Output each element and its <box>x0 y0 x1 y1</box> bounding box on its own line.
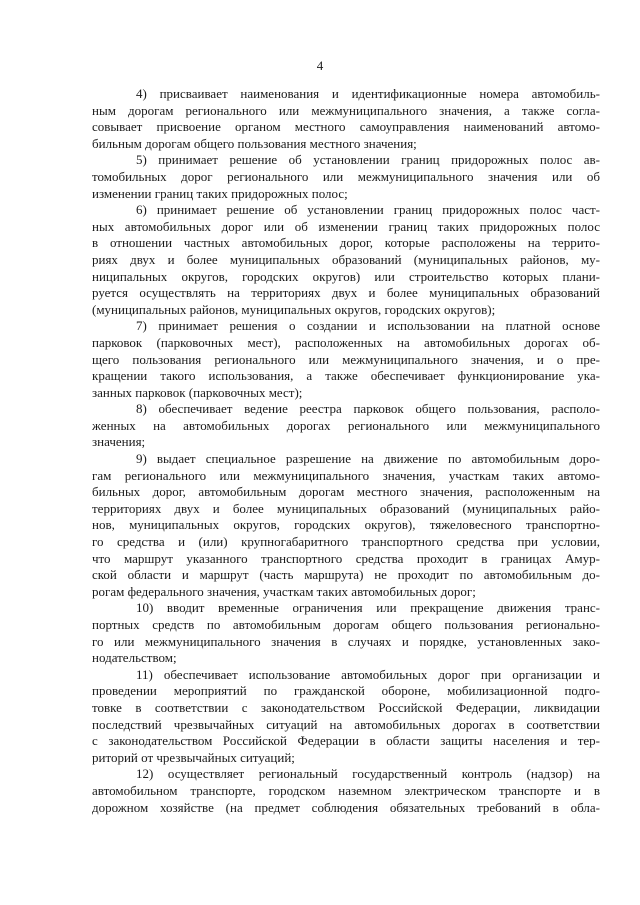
paragraph-line: ниципальных округов, городских округов) или строительство которых плани- <box>92 268 600 284</box>
paragraph-item-5 <box>92 152 600 202</box>
paragraph-line: нов, муниципальных округов, городских округов), тяжеловесного транспортно- <box>92 517 600 533</box>
paragraph-line: ных автомобильных дорог или об изменении границ таких придорожных полос <box>92 218 600 234</box>
paragraph-line: территориях двух и более муниципальных образований (муниципальных райо- <box>92 500 600 516</box>
paragraph-line: риях двух и более муниципальных образований (муниципальных районов, му- <box>92 251 600 267</box>
paragraph-line: последствий чрезвычайных ситуаций на автомобильных дорогах в соответствии <box>92 716 600 732</box>
paragraph-line: товке в соответствии с законодательством Российской Федерации, ликвидации <box>92 699 600 715</box>
paragraph-line: автомобильном транспорте, городском наземном электрическом транспорте и в <box>92 782 600 798</box>
paragraph-line: руется осуществлять на территориях двух и более муниципальных образований <box>92 285 600 301</box>
paragraph-item-9 <box>92 451 600 600</box>
paragraph-line: 12) осуществляет региональный государственный контроль (надзор) на <box>136 766 600 782</box>
paragraph-item-8 <box>92 401 600 451</box>
paragraph-item-11 <box>92 667 600 767</box>
paragraph-line: ным дорогам регионального или межмуниципального значения, а также согла- <box>92 102 600 118</box>
paragraph-item-6 <box>92 202 600 318</box>
paragraph-line: 8) обеспечивает ведение реестра парковок общего пользования, располо- <box>136 401 600 417</box>
paragraph-line: 4) присваивает наименования и идентификационные номера автомобиль- <box>136 86 600 101</box>
paragraph-item-7 <box>92 318 600 401</box>
paragraph-line: томобильных дорог регионального или межмуниципального значения или об <box>92 168 600 184</box>
paragraph-line: значения; <box>92 434 146 450</box>
paragraph-line: парковок (парковочных мест), расположенных на автомобильных дорогах об- <box>92 334 600 350</box>
paragraph-line: (муниципальных районов, муниципальных округов, городских округов); <box>92 301 496 317</box>
paragraph-line: совывает присвоение органом местного самоуправления наименований автомо- <box>92 119 600 135</box>
paragraph-line: в отношении частных автомобильных дорог, которые расположены на террито- <box>92 235 600 251</box>
paragraph-line: женных на автомобильных дорогах регионального или межмуниципального <box>92 417 600 433</box>
paragraph-line: бильных дорог, автомобильным дорогам местного значения, расположенным на <box>92 484 600 500</box>
paragraph-item-12 <box>92 766 600 816</box>
page-number: 4 <box>316 58 324 73</box>
paragraph-line: 7) принимает решения о создании и использовании на платной основе <box>136 318 600 334</box>
paragraph-line: 5) принимает решение об установлении границ придорожных полос ав- <box>136 152 600 168</box>
paragraph-line: ской области и маршрут (часть маршрута) не проходит по автомобильным до- <box>92 567 600 583</box>
paragraph-line: изменении границ таких придорожных полос; <box>92 185 348 201</box>
paragraph-line: го или межмуниципального значения в случаях и порядке, установленных зако- <box>92 633 600 649</box>
paragraph-line: риторий от чрезвычайных ситуаций; <box>92 749 295 765</box>
paragraph-line: занных парковок (парковочных мест); <box>92 384 303 400</box>
paragraph-line: дорожном хозяйстве (на предмет соблюдения обязательных требований в обла- <box>92 799 600 815</box>
paragraph-line: бильным дорогам общего пользования местного значения; <box>92 135 417 151</box>
paragraph-line: кращении такого использования, а также обеспечивает функционирование ука- <box>92 368 600 384</box>
paragraph-item-4 <box>92 86 600 152</box>
paragraph-line: портных средств по автомобильным дорогам общего пользования регионально- <box>92 617 600 632</box>
paragraph-line: 9) выдает специальное разрешение на движение по автомобильным доро- <box>136 451 600 467</box>
paragraph-line: щего пользования регионального или межмуниципального значения, и о пре- <box>92 351 600 367</box>
paragraph-line: 10) вводит временные ограничения или прекращение движения транс- <box>136 600 600 616</box>
paragraph-item-10 <box>92 600 600 666</box>
paragraph-line: что маршрут указанного транспортного средства проходит в границах Амур- <box>92 550 600 566</box>
paragraph-line: рогам федерального значения, участкам таких автомобильных дорог; <box>92 583 476 599</box>
paragraph-line: 11) обеспечивает использование автомобильных дорог при организации и <box>136 666 600 682</box>
paragraph-line: с законодательством Российской Федерации в области защиты населения и тер- <box>92 733 600 749</box>
paragraph-line: 6) принимает решение об установлении границ придорожных полос част- <box>136 202 600 218</box>
paragraph-line: го средства и (или) крупногабаритного транспортного средства при условии, <box>92 534 600 550</box>
paragraph-line: гам регионального или межмуниципального значения, участкам таких автомо- <box>92 467 600 483</box>
document-body <box>92 86 600 816</box>
paragraph-line: нодательством; <box>92 650 177 666</box>
paragraph-line: проведении мероприятий по гражданской обороне, мобилизационной подго- <box>92 683 600 699</box>
